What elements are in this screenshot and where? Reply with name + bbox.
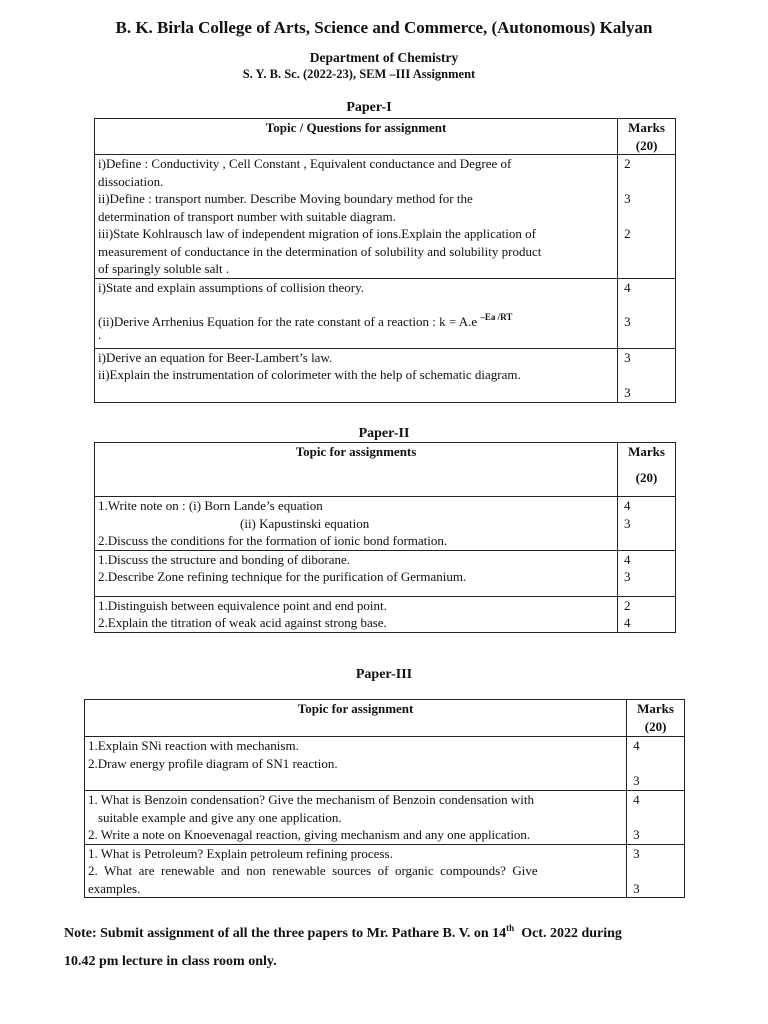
question-text: determination of transport number with suitable diagram. — [98, 208, 396, 224]
question-text: (ii) Kapustinski equation — [240, 515, 370, 531]
topic-column-header: Topic / Questions for assignment — [95, 119, 618, 155]
marks-total: (20) — [635, 469, 658, 485]
table-row — [95, 596, 676, 632]
paper-2-title: Paper-II — [358, 426, 410, 441]
marks-value: 3 — [633, 880, 640, 896]
table-header-row — [95, 443, 676, 497]
stray-dot: . — [98, 326, 102, 342]
marks-total: (20) — [644, 718, 667, 734]
department-title: Department of Chemistry — [309, 50, 459, 65]
question-text: 1.Discuss the structure and bonding of diborane. — [98, 551, 351, 567]
paper-3-title: Paper-III — [355, 667, 413, 682]
question-text: 1.Explain SNi reaction with mechanism. — [88, 738, 299, 753]
table-header-row — [85, 700, 685, 737]
note-text: 10.42 pm lecture in class room only. — [64, 954, 277, 969]
marks-value: 4 — [624, 551, 631, 567]
marks-value: 3 — [624, 314, 631, 329]
ordinal-suffix: th — [506, 923, 515, 933]
paper-2-table — [94, 442, 676, 633]
paper-1-table — [94, 118, 676, 403]
marks-value: 4 — [633, 792, 640, 807]
topic-column-header: Topic for assignments — [95, 443, 618, 497]
marks-value: 4 — [633, 738, 640, 753]
marks-column-header — [618, 119, 676, 155]
note-text: Oct. 2022 during — [514, 926, 622, 941]
question-text: 2. Write a note on Knoevenagal reaction, giving mechanism and any one application. — [88, 827, 531, 842]
course-title: S. Y. B. Sc. (2022-23), SEM –III Assignment — [242, 67, 476, 81]
question-text: examples. — [88, 880, 141, 896]
marks-column-header — [627, 700, 685, 737]
submission-note — [64, 920, 704, 976]
table-row — [95, 348, 676, 402]
question-text: i)State and explain assumptions of collision theory. — [98, 279, 364, 295]
question-text: 2.Describe Zone refining technique for the purification of Germanium. — [98, 569, 467, 584]
table-row — [85, 737, 685, 791]
table-header-row — [95, 119, 676, 155]
topic-column-header: Topic for assignment — [85, 700, 627, 737]
question-text: (ii)Derive Arrhenius Equation for the rate constant of a reaction : k = A.e — [98, 314, 481, 329]
question-text: 2.Explain the titration of weak acid against strong base. — [98, 615, 387, 630]
question-text: measurement of conductance in the determination of solubility and solubility product — [98, 243, 542, 259]
marks-value: 3 — [624, 515, 631, 531]
question-text: i)Define : Conductivity , Cell Constant , Equivalent conductance and Degree of — [98, 156, 512, 171]
marks-value: 4 — [624, 498, 631, 513]
college-title: B. K. Birla College of Arts, Science and Commerce, (Autonomous) Kalyan — [115, 18, 653, 37]
marks-label: Marks — [628, 120, 665, 135]
question-text: 2. What are renewable and non renewable sources of organic compounds? Give — [88, 863, 538, 878]
question-text: iii)State Kohlrausch law of independent migration of ions.Explain the application of — [98, 226, 536, 241]
marks-value: 3 — [624, 191, 631, 206]
exponent: –Ea /RT — [480, 312, 513, 322]
question-text: 1.Write note on : (i) Born Lande’s equation — [98, 498, 323, 513]
paper-3-table — [84, 699, 685, 898]
question-text: 2.Draw energy profile diagram of SN1 reaction. — [88, 755, 338, 771]
table-row — [95, 155, 676, 279]
marks-value: 3 — [624, 569, 631, 584]
table-row — [85, 844, 685, 898]
note-text: Note: Submit assignment of all the three papers to Mr. Pathare B. V. on 14 — [64, 926, 507, 941]
table-row — [95, 497, 676, 551]
question-text: 1. What is Benzoin condensation? Give the mechanism of Benzoin condensation with — [88, 792, 534, 807]
question-text: 2.Discuss the conditions for the formation of ionic bond formation. — [98, 533, 448, 548]
marks-total: (20) — [635, 137, 658, 153]
question-text: suitable example and give any one application. — [98, 809, 342, 825]
table-row — [95, 278, 676, 348]
marks-value: 3 — [624, 384, 631, 400]
marks-value: 3 — [633, 845, 640, 861]
marks-label: Marks — [637, 701, 674, 716]
marks-value: 3 — [624, 349, 631, 365]
table-row — [85, 791, 685, 845]
question-text: i)Derive an equation for Beer-Lambert’s law. — [98, 349, 333, 365]
question-text: 1.Distinguish between equivalence point and end point. — [98, 597, 387, 613]
marks-column-header — [618, 443, 676, 497]
marks-value: 3 — [633, 773, 640, 788]
marks-value: 3 — [633, 827, 640, 842]
marks-value: 2 — [624, 597, 631, 613]
question-text: 1. What is Petroleum? Explain petroleum refining process. — [88, 845, 393, 861]
marks-label: Marks — [628, 444, 665, 459]
marks-value: 4 — [624, 279, 631, 295]
marks-value: 2 — [624, 156, 631, 171]
question-text: dissociation. — [98, 173, 164, 189]
question-text: ii)Explain the instrumentation of colorimeter with the help of schematic diagram. — [98, 367, 521, 382]
paper-1-title: Paper-I — [346, 100, 392, 115]
table-row — [95, 550, 676, 596]
marks-value: 4 — [624, 615, 631, 630]
question-text: of sparingly soluble salt . — [98, 261, 230, 276]
question-text: ii)Define : transport number. Describe Moving boundary method for the — [98, 191, 473, 206]
marks-value: 2 — [624, 226, 631, 241]
